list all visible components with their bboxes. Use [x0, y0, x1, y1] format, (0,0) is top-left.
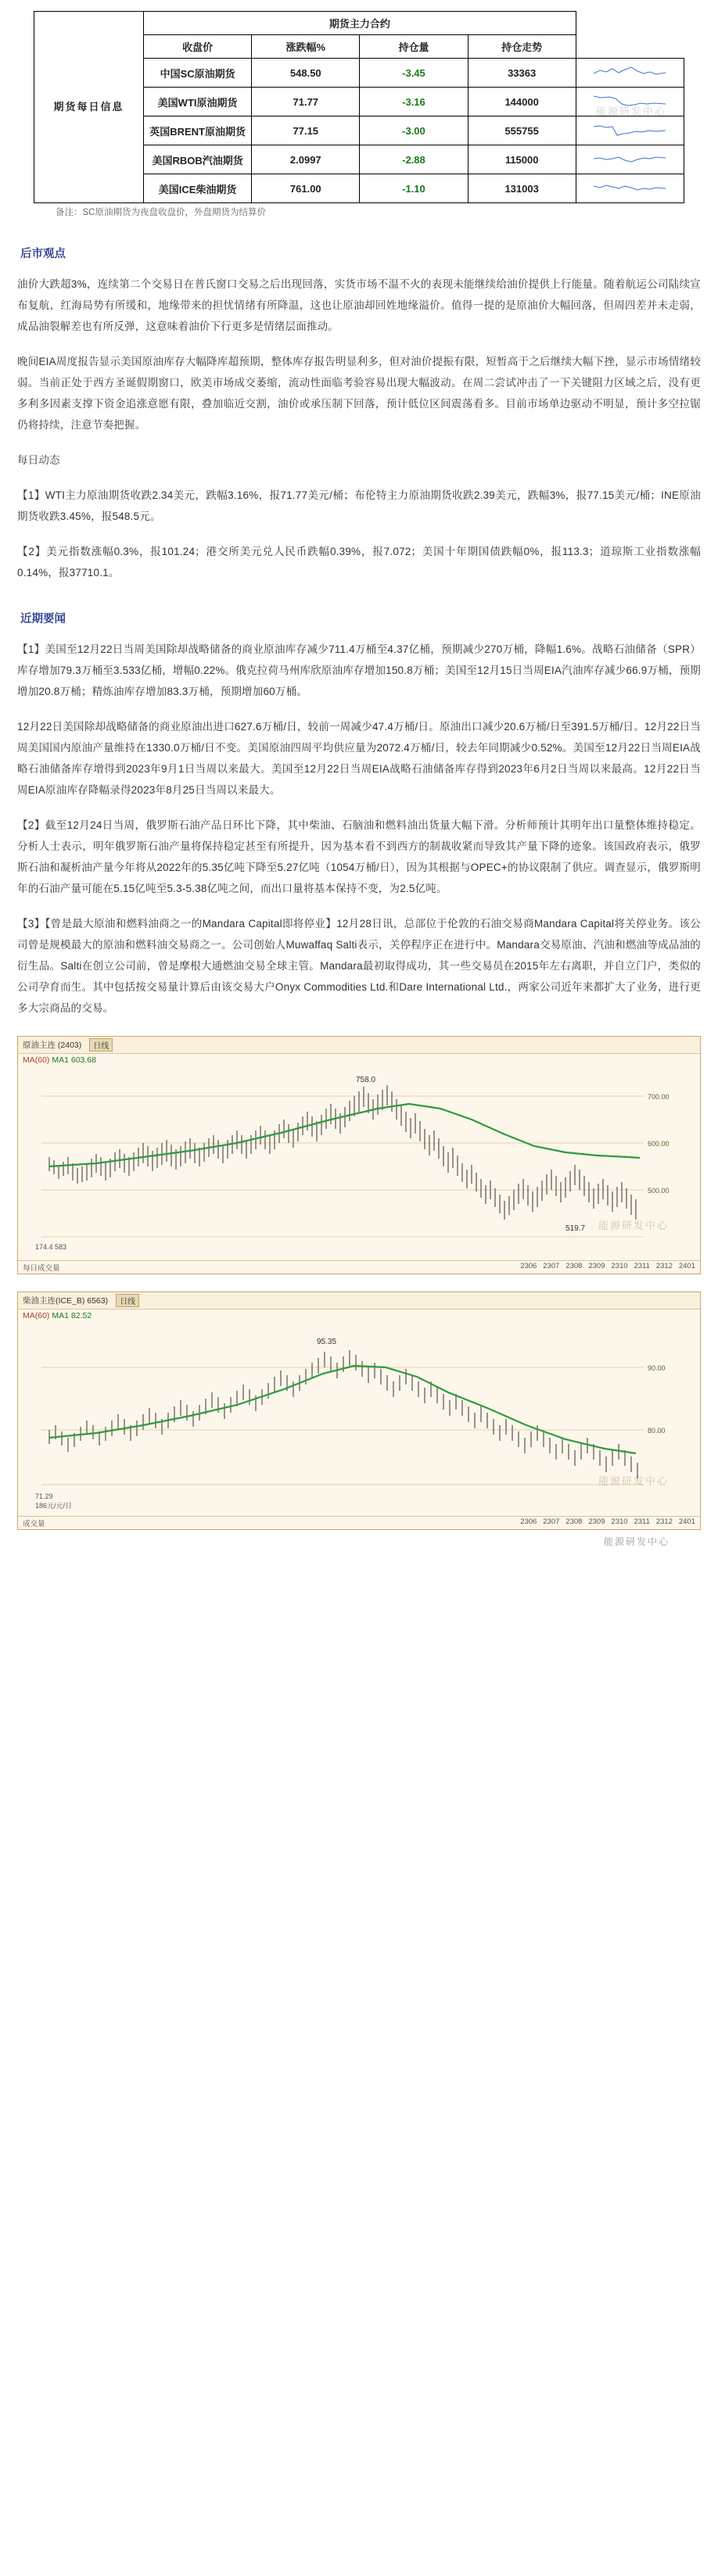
col-close: 收盘价 — [144, 35, 252, 59]
chart2-ma-label: MA(60) — [23, 1311, 50, 1320]
svg-text:174.4 583: 174.4 583 — [35, 1243, 67, 1251]
row-oi: 115000 — [468, 145, 576, 174]
paragraph: 晚间EIA周度报告显示美国原油库存大幅降库超预期，整体库存报告明显利多，但对油价提振有限，短暂高于之后继续大幅下挫，显示市场情绪较弱。当前正处于西方圣诞假期窗口，欧美市场成交萎缩，流动性面临考验容易出现大幅波动。在周二尝试冲击了一下关键阻力区域之后，没有更多利多因素支撑下资金追涨意愿有限，叠加临近交割，油价或承压制下回落，预计低位区间震荡看多。目前市场单边驱动不明显，预计多空拉锯仍将持续，注意节奏把握。 — [17, 356, 701, 431]
svg-text:186元/元/日: 186元/元/日 — [35, 1502, 73, 1510]
chart2-ma-legend — [18, 1309, 700, 1320]
futures-table-wrap — [17, 11, 701, 203]
row-close: 761.00 — [252, 174, 360, 203]
row-close: 77.15 — [252, 116, 360, 145]
svg-text:90.00: 90.00 — [648, 1364, 666, 1372]
chart2-ma-value: MA1 82.52 — [52, 1311, 92, 1320]
chart2-period-tag[interactable]: 日线 — [116, 1294, 139, 1307]
chart-diesel[interactable] — [17, 1292, 701, 1530]
row-close: 2.0997 — [252, 145, 360, 174]
chart1-footer-label: 每日成交量 — [23, 1264, 60, 1273]
svg-text:600.00: 600.00 — [648, 1140, 670, 1148]
row-change: -3.00 — [360, 116, 468, 145]
svg-text:758.0: 758.0 — [356, 1076, 376, 1084]
svg-text:500.00: 500.00 — [648, 1187, 670, 1195]
group-header: 期货主力合约 — [144, 12, 576, 35]
chart1-title: 原油主连 (2403) — [23, 1041, 82, 1050]
svg-text:80.00: 80.00 — [648, 1427, 666, 1435]
chart2-watermark: 能源研发中心 — [598, 1475, 669, 1487]
section-title-news: 近期要闻 — [20, 613, 66, 625]
row-sparkline — [576, 145, 684, 174]
row-name: 中国SC原油期货 — [144, 59, 252, 88]
chart1-footer — [18, 1260, 700, 1274]
row-name: 美国WTI原油期货 — [144, 88, 252, 116]
table-title: 期货每日信息 — [34, 12, 144, 203]
section-title-view: 后市观点 — [20, 248, 66, 260]
svg-text:95.35: 95.35 — [317, 1338, 337, 1346]
chart2-title: 柴油主连(ICE_B) 6563) — [23, 1296, 109, 1306]
paragraph: 【2】美元指数涨幅0.3%，报101.24；港交所美元兑人民币跌幅0.39%，报7.072；美国十年期国债跌幅0%，报113.3；道琼斯工业指数涨幅0.14%，报37710.1。 — [17, 546, 701, 579]
row-close: 71.77 — [252, 88, 360, 116]
col-change: 涨跌幅% — [252, 35, 360, 59]
paragraph: 【1】WTI主力原油期货收跌2.34美元，跌幅3.16%，报71.77美元/桶；布伦特主力原油期货收跌2.39美元，跌幅3%，报77.15美元/桶；INE原油期货收跌3.45%，报548.5元。 — [17, 489, 701, 522]
chart1-x-axis: 2306 2307 2308 2309 2310 2311 2312 2401 — [520, 1262, 695, 1270]
chart2-footer — [18, 1516, 700, 1529]
chart2-footer-label: 成交量 — [23, 1520, 45, 1528]
chart1-period-tag[interactable]: 日线 — [89, 1038, 113, 1052]
svg-text:519.7: 519.7 — [565, 1224, 586, 1233]
row-oi: 144000 — [468, 88, 576, 116]
table-head-row — [34, 12, 684, 35]
row-change: -3.45 — [360, 59, 468, 88]
page-footer-watermark: 能源研发中心 — [603, 1536, 670, 1547]
paragraph: 【2】截至12月24日当周，俄罗斯石油产品日环比下降，其中柴油、石脑油和燃料油出货量大幅下滑。分析师预计其明年出口量整体维持稳定。分析人士表示，明年俄罗斯石油产量将保持稳定甚至有所提升，因为基本看不到西方的制裁收紧而导致其产量下降的迹象。该国政府表示，俄罗斯石油和凝析油产量今年将从2022年的5.35亿吨下降至5.27亿吨（1054万桶/日），因为其根据与OPEC+的协议限制了供应。调查显示，俄罗斯明年的石油产量可能在5.15亿吨至5.3-5.38亿吨之间，而出口量将基本保持不变，为2.5亿吨。 — [17, 819, 701, 894]
paragraph: 12月22日美国除却战略储备的商业原油出进口627.6万桶/日，较前一周减少47.4万桶/日。原油出口减少20.6万桶/日至391.5万桶/日。12月22日当周美国国内原油产量维持在1330.0万桶/日不变。美国原油四周平均供应量为2072.4万桶/日，较去年同期减少0.52%。美国至12月22日当周EIA战略石油储备库存增得到2023年9月1日当周以来最大。美国至12月22日当周EIA战略石油储备库存得到2023年6月2日当周以来最高。12月22日当周EIA原油库存降幅录得2023年8月25日当周以来最大。 — [17, 721, 701, 796]
row-sparkline — [576, 116, 684, 145]
row-oi: 131003 — [468, 174, 576, 203]
row-change: -3.16 — [360, 88, 468, 116]
row-name: 英国BRENT原油期货 — [144, 116, 252, 145]
table-note: 备注：SC原油期货为夜盘收盘价，外盘期货为结算价 — [56, 208, 266, 217]
chart1-header — [18, 1037, 700, 1054]
chart1-ma-legend — [18, 1054, 700, 1065]
chart-crude-oil[interactable] — [17, 1036, 701, 1274]
row-oi: 555755 — [468, 116, 576, 145]
row-close: 548.50 — [252, 59, 360, 88]
chart2-plot[interactable] — [18, 1320, 700, 1516]
chart1-ma-label: MA(60) — [23, 1055, 50, 1065]
paragraph: 【1】美国至12月22日当周美国除却战略储备的商业原油库存减少711.4万桶至4.37亿桶，预期减少270万桶，降幅1.6%。战略石油储备（SPR）库存增加79.3万桶至3.533亿桶，增幅0.22%。俄克拉荷马州库欣原油库存增加150.8万桶；美国至12月15日当周EIA汽油库存减少66.9万桶，预期增加20.8万桶；精炼油库存增加83.3万桶，预期增加60万桶。 — [17, 643, 701, 697]
table-watermark: 能源研发中心 — [595, 106, 666, 117]
row-change: -2.88 — [360, 145, 468, 174]
svg-text:700.00: 700.00 — [648, 1093, 670, 1101]
col-open-interest: 持仓量 — [360, 35, 468, 59]
row-sparkline — [576, 59, 684, 88]
futures-table — [34, 11, 684, 203]
chart1-watermark: 能源研发中心 — [598, 1220, 669, 1231]
chart2-x-axis: 2306 2307 2308 2309 2310 2311 2312 2401 — [520, 1517, 695, 1526]
paragraph: 油价大跌超3%，连续第二个交易日在普氏窗口交易之后出现回落，实货市场不温不火的表现未能继续给油价提供上行能量。随着航运公司陆续宣布复航，红海局势有所缓和，地缘带来的担忧情绪有所降温，这也让原油却回姓地缘溢价。值得一提的是原油价大幅回落，但周四差并未走弱，成品油裂解差也有所反弹，这意味着油价下行更多是情绪层面推动。 — [17, 278, 701, 332]
svg-text:71.29: 71.29 — [35, 1492, 53, 1500]
chart1-ma-value: MA1 603.68 — [52, 1055, 96, 1065]
paragraph: 【3】【曾是最大原油和燃料油商之一的Mandara Capital即将停业】12月28日讯，总部位于伦敦的石油交易商Mandara Capital将关停业务。该公司曾是规模最大的原油和燃料油交易商之一。公司创始人Muwaffaq Salti表示，关停程序正在进行中。Mandara交易原油、汽油和燃油等成品油的衍生品。Salti在创立公司前，曾是摩根大通燃油交易全球主管。Mandara最初取得成功，其一些交易员在2015年左右离职，并自立门户，类似的公司孕育而生。其中包括按交易量计算后由该交易大户Onyx Commodities Ltd.和Dare International Ltd.，两家公司近年来都扩大了业务，进行更多大宗商品的交易。 — [17, 918, 701, 1014]
row-name: 美国ICE柴油期货 — [144, 174, 252, 203]
subsection-daily-dynamics: 每日动态 — [17, 454, 60, 466]
col-oi-trend: 持仓走势 — [468, 35, 576, 59]
row-sparkline — [576, 174, 684, 203]
row-name: 美国RBOB汽油期货 — [144, 145, 252, 174]
chart1-plot[interactable] — [18, 1065, 700, 1260]
chart2-header — [18, 1292, 700, 1309]
row-oi: 33363 — [468, 59, 576, 88]
row-change: -1.10 — [360, 174, 468, 203]
